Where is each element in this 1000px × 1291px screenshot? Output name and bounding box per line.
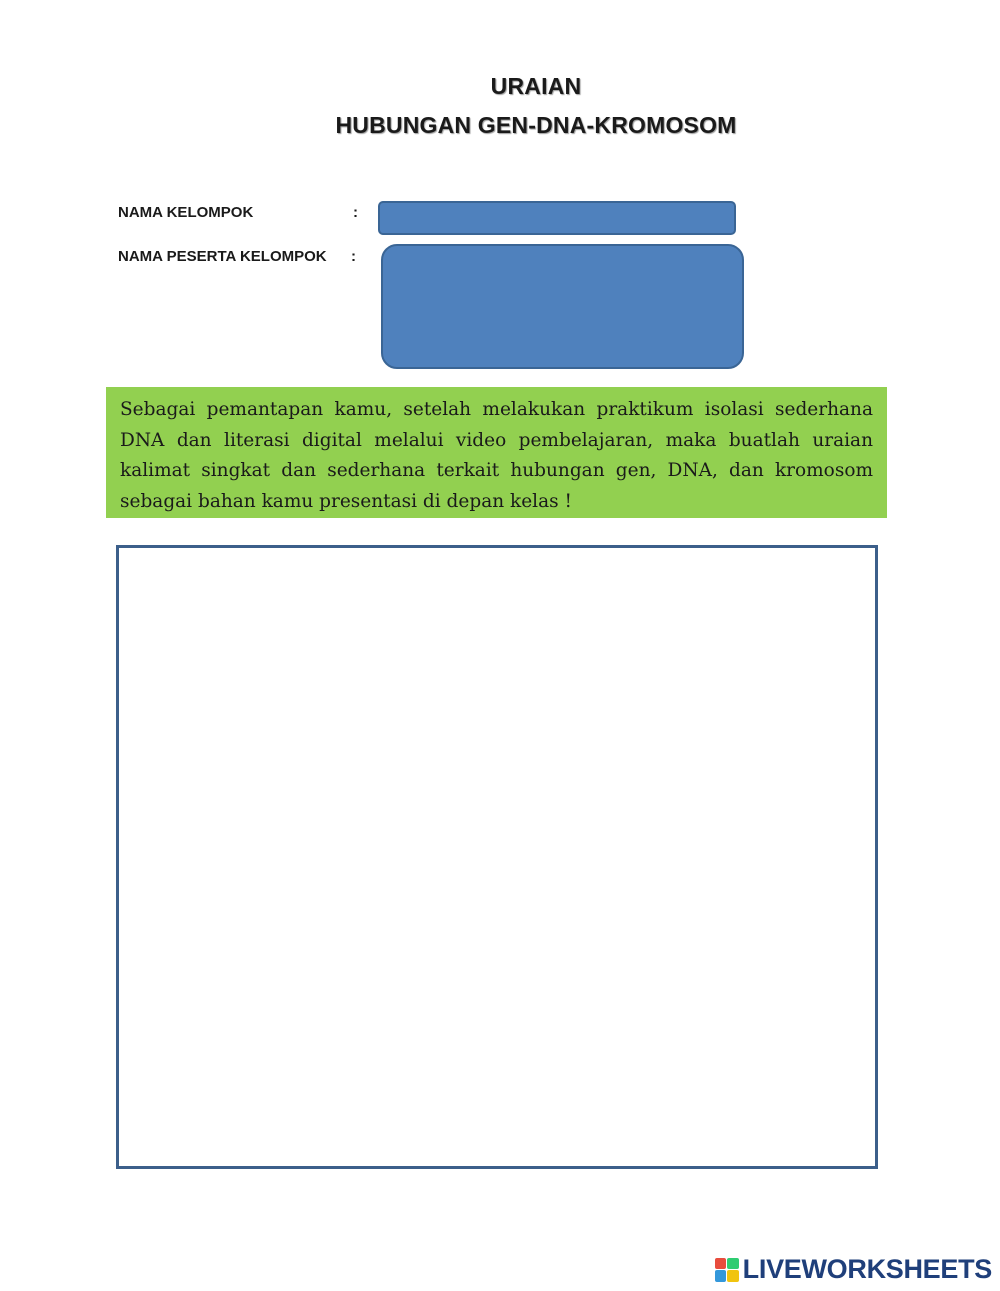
page-title: URAIAN [490,73,582,99]
liveworksheets-wordmark: LIVEWORKSHEETS [742,1254,992,1284]
instruction-box: Sebagai pemantapan kamu, setelah melakukan praktikum isolasi sederhana DNA dan literasi digital melalui video pembelajaran, maka buatlah uraian kalimat singkat dan sederhana terkait hubungan gen, DNA, dan kromosom sebagai bahan kamu presentasi di depan kelas ! [106,387,887,518]
answer-textarea[interactable] [116,545,878,1169]
liveworksheets-logo-icon [715,1258,739,1282]
members-colon: : [351,248,356,265]
page-subtitle: HUBUNGAN GEN-DNA-KROMOSOM [335,112,737,138]
members-label: NAMA PESERTA KELOMPOK [118,248,327,265]
group-name-label: NAMA KELOMPOK [118,204,254,221]
group-name-input[interactable] [378,201,736,235]
liveworksheets-branding [715,1254,992,1285]
members-input[interactable] [381,244,744,369]
group-name-colon: : [353,204,358,221]
